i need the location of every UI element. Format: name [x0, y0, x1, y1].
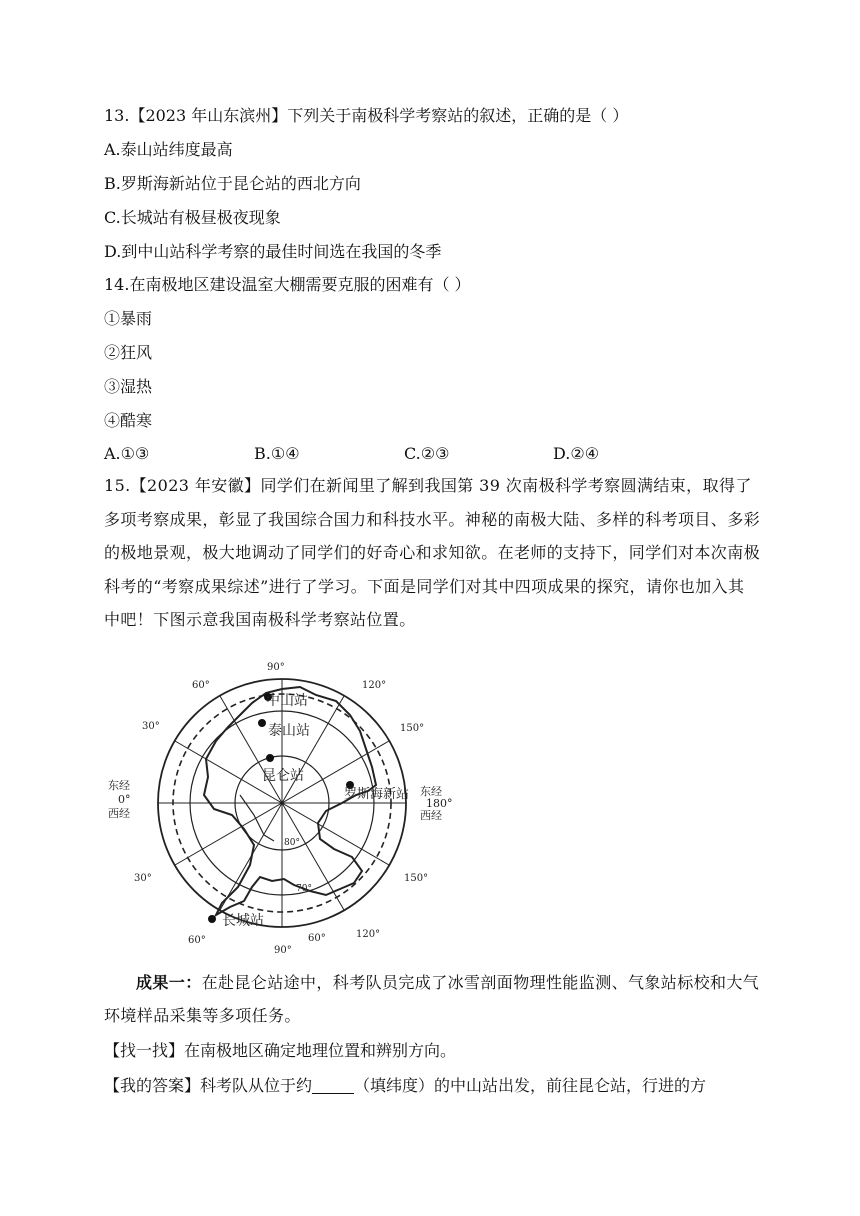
q13-stem: 13.【2023 年山东滨州】下列关于南极科学考察站的叙述，正确的是（ ）: [104, 106, 629, 125]
q14-stem: 14.在南极地区建设温室大棚需要克服的困难有（ ）: [104, 275, 471, 294]
q14-option-b: B.①④: [254, 444, 300, 463]
west-label-left: 西经: [108, 807, 130, 820]
result-one-paragraph: [104, 966, 760, 1032]
lon-label-30-left-upper: 30°: [142, 721, 160, 732]
q14-item-4: ④酷寒: [104, 411, 153, 430]
q14-option-c: C.②③: [404, 444, 450, 463]
east-label-left: 东经: [108, 779, 130, 792]
q14-item-1: ①暴雨: [104, 309, 153, 328]
result-one-label: 成果一：: [136, 973, 202, 992]
rosssea-label: 罗斯海新站: [344, 787, 410, 802]
changcheng-label: 长城站: [222, 913, 264, 929]
lon-label-90-top: 90°: [267, 662, 285, 673]
lon-label-150-right-upper: 150°: [400, 723, 425, 734]
east-label-right: 东经: [420, 785, 442, 798]
lat-label-70: 70°: [296, 884, 312, 894]
q14-option-d: D.②④: [553, 444, 600, 463]
q13-option-b: B.罗斯海新站位于昆仑站的西北方向: [104, 174, 361, 193]
find-label: 【找一找】: [104, 1041, 185, 1060]
q15-stem: 15.【2023 年安徽】同学们在新闻里了解到我国第 39 次南极科学考察圆满结束，取得了多项考察成果，彰显了我国综合国力和科技水平。神秘的南极大陆、多样的科考项目、多彩的极地景观，极大地调动了同学们的好奇心和求知欲。在老师的支持下，同学们对本次南极科考的“考察成果综述”进行了学习。下面是同学们对其中四项成果的探究，请你也加入其中吧！下图示意我国南极科学考察站位置。: [104, 476, 761, 629]
q14-item-2: ②狂风: [104, 343, 153, 362]
find-line: [104, 1041, 456, 1061]
latitude-blank[interactable]: [312, 1077, 354, 1094]
changcheng-dot: [208, 915, 216, 923]
lon-label-120-top-right: 120°: [362, 680, 387, 691]
lon-label-90-bottom: 90°: [274, 945, 292, 956]
q13-option-c: C.长城站有极昼极夜现象: [104, 208, 281, 227]
q14-item-3: ③湿热: [104, 377, 153, 396]
lon-label-60-top-left: 60°: [192, 680, 210, 691]
answer-post-text: （填纬度）的中山站出发，前往昆仑站，行进的方: [354, 1076, 707, 1095]
kunlun-label: 昆仑站: [262, 768, 304, 784]
zhongshan-label: 中山站: [266, 693, 308, 709]
lon-label-30-left-lower: 30°: [134, 873, 152, 884]
answer-pre-text: 科考队从位于约: [200, 1076, 313, 1095]
taishan-dot: [258, 719, 266, 727]
find-text: 在南极地区确定地理位置和辨别方向。: [184, 1041, 457, 1060]
deg180-label: 180°: [426, 797, 453, 810]
answer-line: [104, 1076, 706, 1096]
lon-label-60-bottom-left: 60°: [188, 935, 206, 946]
lat-label-80: 80°: [284, 838, 300, 848]
lon-label-60-inner-bottom: 60°: [308, 933, 326, 944]
result-one-text: 在赴昆仑站途中，科考队员完成了冰雪剖面物理性能监测、气象站标校和大气环境样品采集等多项任务。: [104, 973, 760, 1025]
q14-option-a: A.①③: [104, 444, 150, 463]
west-label-right: 西经: [420, 809, 442, 822]
q13-option-d: D.到中山站科学考察的最佳时间选在我国的冬季: [104, 242, 442, 261]
antarctica-station-map: [104, 645, 460, 959]
lon-label-150-right-lower: 150°: [404, 873, 429, 884]
meridian-lines: [158, 679, 406, 927]
q13-option-a: A.泰山站纬度最高: [104, 140, 233, 159]
lon-label-120-bottom-right: 120°: [356, 929, 381, 940]
taishan-label: 泰山站: [268, 723, 310, 739]
answer-label: 【我的答案】: [104, 1076, 201, 1095]
zero-degree-label: 0°: [118, 793, 131, 806]
kunlun-dot: [266, 754, 274, 762]
